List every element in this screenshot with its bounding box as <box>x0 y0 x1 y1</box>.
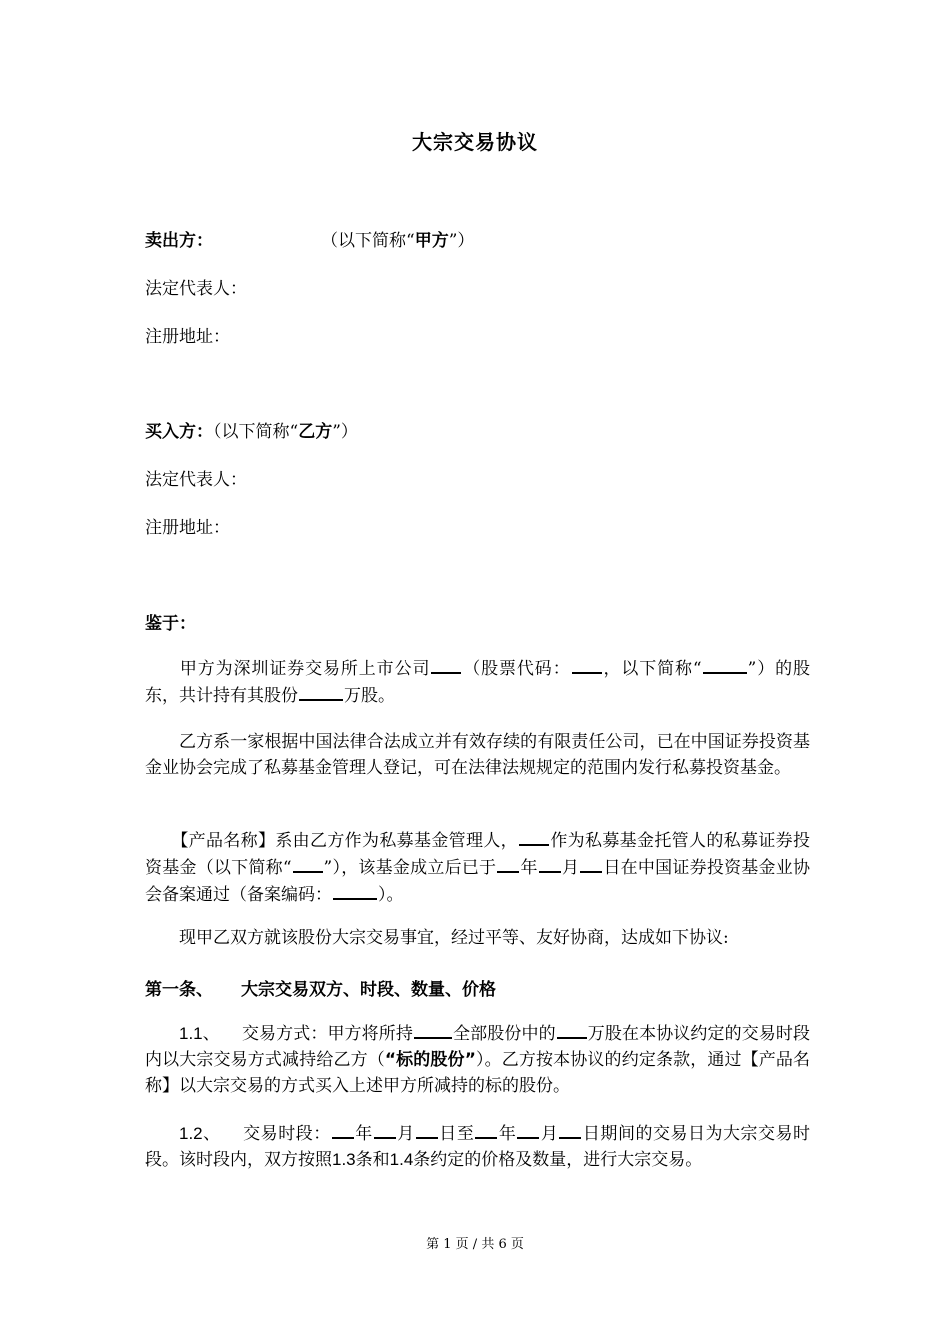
blank-year <box>497 854 519 873</box>
p1-text-b: （股票代码： <box>462 659 571 679</box>
blank-end-day <box>559 1120 581 1139</box>
clause-1-2-ref-1: 1.3 <box>332 1150 356 1169</box>
clause-1-2-text-to: 日至 <box>438 1124 475 1144</box>
blank-end-month <box>517 1120 539 1139</box>
article-1-number: 第一条、 <box>145 980 213 1000</box>
blank-filing-code <box>333 881 377 900</box>
clause-1-2-text-a: 交易时段： <box>242 1124 331 1144</box>
seller-alias: 甲方 <box>414 231 449 251</box>
whereas-paragraph-3 <box>145 827 810 908</box>
blank-start-day <box>416 1120 438 1139</box>
clause-1-2-text-c: 条和 <box>355 1150 390 1170</box>
p3-text-month: 月 <box>561 858 580 878</box>
clause-1-1-text-a: 交易方式：甲方将所持 <box>241 1024 413 1044</box>
seller-label: 卖出方： <box>145 231 213 251</box>
document-title: 大宗交易协议 <box>412 130 538 154</box>
blank-start-year <box>332 1120 354 1139</box>
clause-1-1-number: 1.1、 <box>179 1024 220 1043</box>
article-1-heading <box>145 975 496 1000</box>
buyer-alias: 乙方 <box>298 422 333 442</box>
clause-1-2-month-2: 月 <box>540 1124 559 1144</box>
whereas-paragraph-1 <box>145 655 810 709</box>
whereas-paragraph-4 <box>145 925 810 951</box>
p4-text: 现甲乙双方就该股份大宗交易事宜，经过平等、友好协商，达成如下协议: <box>179 928 729 948</box>
seller-alias-suffix: ”） <box>448 231 475 251</box>
p2-text: 乙方系一家根据中国法律合法成立并有效存续的有限责任公司，已在中国证券投资基金业协会完成了私募基金管理人登记，可在法律法规规定的范围内发行私募投资基金。 <box>145 732 810 778</box>
blank-short-name <box>703 655 747 674</box>
blank-held-shares <box>414 1020 452 1039</box>
seller-addr-label: 注册地址： <box>145 327 230 347</box>
whereas-paragraph-2 <box>145 729 810 781</box>
blank-custodian <box>519 827 549 846</box>
p1-text-e: 万股。 <box>344 686 395 706</box>
p1-text-c: ，以下简称“ <box>602 659 702 679</box>
clause-1-2-text-b: 日期间的交易日为大宗交易时段。该时段内，双方按照 <box>145 1124 811 1170</box>
clause-1-2-year-2: 年 <box>498 1124 517 1144</box>
blank-share-count <box>299 682 343 701</box>
blank-sell-shares <box>557 1020 587 1039</box>
buyer-alias-suffix: ”） <box>332 422 358 442</box>
seller-alias-prefix: （以下简称“ <box>321 231 415 251</box>
buyer-label: 买入方： <box>145 422 213 442</box>
blank-company <box>431 655 461 674</box>
buyer-line <box>145 417 358 442</box>
clause-1-1-defined-term: “标的股份” <box>384 1050 476 1070</box>
buyer-rep-label: 法定代表人： <box>145 470 247 490</box>
buyer-alias-prefix: （以下简称“ <box>213 422 299 442</box>
p3-text-b: 作为私募基金托管人的私募证券投资基金（以下简称“ <box>145 831 810 878</box>
clause-1-2-month-1: 月 <box>396 1124 415 1144</box>
blank-end-year <box>475 1120 497 1139</box>
buyer-addr-label: 注册地址： <box>145 518 230 538</box>
article-1-title: 大宗交易双方、时段、数量、价格 <box>241 980 496 1000</box>
p3-text-a: 【产品名称】系由乙方作为私募基金管理人， <box>171 831 518 851</box>
blank-fund-short-name <box>293 854 323 873</box>
seller-rep-label: 法定代表人： <box>145 279 247 299</box>
clause-1-2-ref-2: 1.4 <box>389 1150 414 1169</box>
blank-month <box>539 854 561 873</box>
page-footer: 第 1 页 / 共 6 页 <box>426 1237 524 1252</box>
clause-1-1-text-d: ）。乙方按本协议的约定条款，通过【产品名称】以大宗交易的方式买入上述甲方所减持的标的股份。 <box>145 1050 811 1096</box>
clause-1-1-text-b: 全部股份中的 <box>452 1024 556 1044</box>
clause-1-2-number: 1.2、 <box>179 1124 221 1143</box>
p3-text-g: ）。 <box>378 885 404 905</box>
p3-text-c: ”），该基金成立后已于 <box>323 858 497 878</box>
clause-1-2 <box>145 1120 810 1173</box>
blank-day <box>580 854 602 873</box>
p3-text-year: 年 <box>520 858 538 878</box>
clause-1-1 <box>145 1020 810 1099</box>
p3-text-f: 日在中国证券投资基金业协会备案通过（备案编码： <box>145 858 810 905</box>
p1-text-d: ”）的股东，共计持有其股份 <box>145 659 811 706</box>
clause-1-2-text-e: 条约定的价格及数量，进行大宗交易。 <box>413 1150 703 1170</box>
whereas-heading: 鉴于： <box>145 614 196 634</box>
clause-1-1-text-c: 万股在本协议约定的交易时段内以大宗交易方式减持给乙方（ <box>145 1024 811 1070</box>
seller-line <box>145 226 474 251</box>
clause-1-2-year-1: 年 <box>354 1124 373 1144</box>
blank-start-month <box>374 1120 396 1139</box>
p1-text-a: 甲方为深圳证券交易所上市公司 <box>179 659 431 679</box>
blank-stock-code <box>572 655 602 674</box>
